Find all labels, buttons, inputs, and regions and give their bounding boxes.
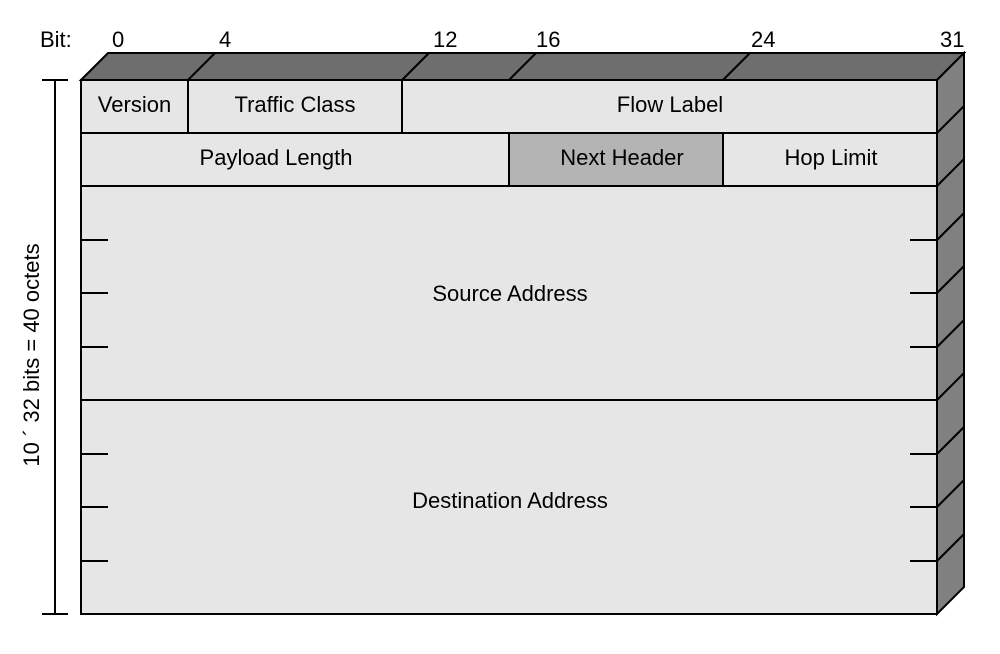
bit-mark-4: 4 (219, 27, 232, 52)
hop-limit-label: Hop Limit (784, 144, 878, 170)
bit-mark-0: 0 (112, 27, 125, 52)
source-address-label: Source Address (432, 280, 588, 306)
next-header-label: Next Header (560, 144, 684, 170)
flow-label-label: Flow Label (616, 91, 724, 117)
bit-mark-12: 12 (433, 27, 458, 52)
payload-length-label: Payload Length (199, 144, 353, 170)
bit-label: Bit: (40, 27, 72, 52)
bit-mark-31: 31 (940, 27, 965, 52)
bit-mark-16: 16 (536, 27, 561, 52)
traffic-class-label: Traffic Class (234, 91, 356, 117)
size-label: 10 ´ 32 bits = 40 octets (18, 243, 44, 467)
bit-mark-24: 24 (751, 27, 776, 52)
version-label: Version (97, 91, 172, 117)
size-bracket (42, 80, 68, 614)
destination-address-label: Destination Address (412, 487, 608, 513)
